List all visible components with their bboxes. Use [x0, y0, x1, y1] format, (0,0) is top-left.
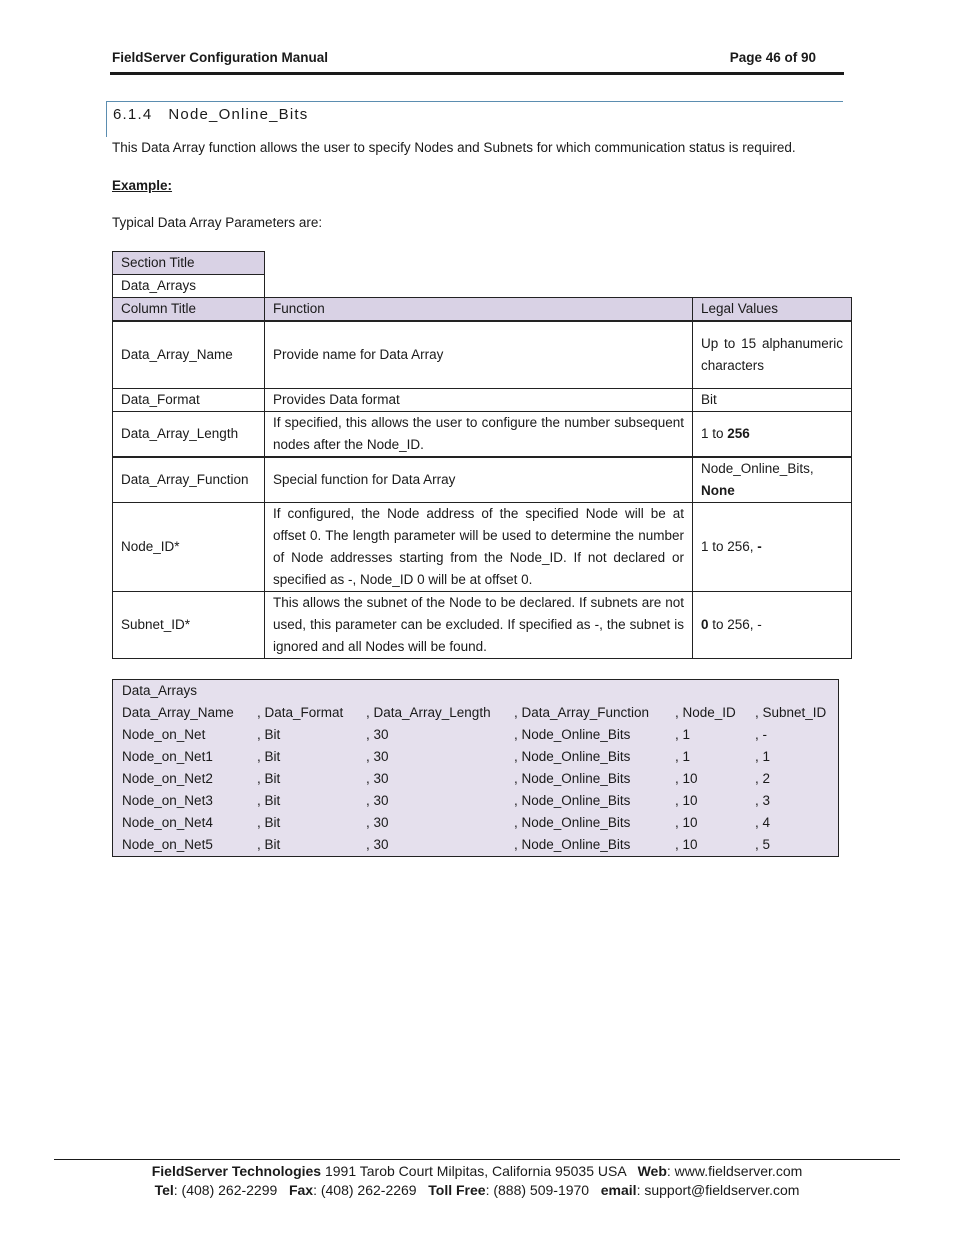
- footer-email: : support@fieldserver.com: [636, 1182, 800, 1198]
- row-function: This allows the subnet of the Node to be declared. If subnets are not used, this parameter can be excluded. If specified as -, the subnet is ignored and all Nodes will be found.: [265, 591, 693, 658]
- code-cell: Node_on_Net3: [122, 793, 213, 808]
- footer-tel-label: Tel: [154, 1182, 174, 1198]
- typical-parameters-text: Typical Data Array Parameters are:: [112, 215, 323, 230]
- code-cell: , Bit: [257, 771, 281, 786]
- code-cell: , Node_Online_Bits: [514, 749, 631, 764]
- code-cell: , 30: [366, 749, 389, 764]
- section-heading: [113, 106, 308, 123]
- code-cell: , 10: [675, 837, 698, 852]
- code-cell: , Node_Online_Bits: [514, 727, 631, 742]
- section-title-header-row: [113, 252, 852, 275]
- config-example-box: [112, 679, 839, 857]
- row-title: Data_Array_Name: [113, 321, 265, 388]
- code-cell: , Node_Online_Bits: [514, 771, 631, 786]
- row-title: Subnet_ID*: [113, 591, 265, 658]
- code-cell: , Bit: [257, 837, 281, 852]
- table-row: [113, 502, 852, 591]
- row-function: Special function for Data Array: [265, 457, 693, 503]
- footer-company: FieldServer Technologies: [151, 1163, 322, 1179]
- footer-tollfree: : (888) 509-1970: [485, 1182, 601, 1198]
- section-title: Node_Online_Bits: [168, 106, 309, 123]
- footer-contact-line: [0, 1182, 954, 1198]
- code-cell: Node_on_Net1: [122, 749, 213, 764]
- row-legal-values: Bit: [693, 388, 852, 411]
- footer-fax: : (408) 262-2269: [313, 1182, 429, 1198]
- row-title: Data_Format: [113, 388, 265, 411]
- footer-web: : www.fieldserver.com: [666, 1163, 803, 1179]
- document-title: FieldServer Configuration Manual: [112, 50, 329, 65]
- section-title-value-row: [113, 275, 852, 298]
- table-row: [113, 388, 852, 411]
- footer-rule: [54, 1159, 900, 1160]
- code-cell: , Node_Online_Bits: [514, 793, 631, 808]
- row-function: Provides Data format: [265, 388, 693, 411]
- code-cell: , 1: [675, 749, 691, 764]
- table-row: [113, 411, 852, 457]
- code-cell: , 30: [366, 727, 389, 742]
- code-cell: Node_on_Net: [122, 727, 206, 742]
- row-title: Data_Array_Length: [113, 411, 265, 457]
- footer-tollfree-label: Toll Free: [428, 1182, 486, 1198]
- section-number: 6.1.4: [113, 106, 153, 123]
- row-legal-values: Up to 15 alphanumeric characters: [693, 321, 852, 388]
- row-legal-values: 0 to 256, -: [693, 591, 852, 658]
- code-cell: , Bit: [257, 727, 281, 742]
- code-cell: , -: [755, 727, 767, 742]
- row-function: If specified, this allows the user to configure the number subsequent nodes after the Node_ID.: [265, 411, 693, 457]
- code-cell: , 3: [755, 793, 771, 808]
- code-cell: , Subnet_ID: [755, 705, 827, 720]
- code-cell: , Node_Online_Bits: [514, 837, 631, 852]
- column-header-function: Function: [265, 298, 693, 322]
- code-cell: , Data_Format: [257, 705, 344, 720]
- intro-paragraph: This Data Array function allows the user to specify Nodes and Subnets for which communication status is required.: [112, 140, 796, 155]
- code-cell: Node_on_Net2: [122, 771, 213, 786]
- example-label: Example:: [112, 178, 173, 193]
- code-cell: , 30: [366, 793, 389, 808]
- code-cell: , 30: [366, 815, 389, 830]
- code-cell: , 1: [675, 727, 691, 742]
- parameter-table: [112, 251, 852, 659]
- code-cell: , Bit: [257, 815, 281, 830]
- section-title-value: Data_Arrays: [113, 275, 265, 298]
- table-row: [113, 591, 852, 658]
- code-cell: , Data_Array_Function: [514, 705, 650, 720]
- footer-fax-label: Fax: [288, 1182, 314, 1198]
- code-cell: , 30: [366, 771, 389, 786]
- section-title-header: Section Title: [113, 252, 265, 275]
- code-cell: , 4: [755, 815, 771, 830]
- footer-address-line: [0, 1163, 954, 1179]
- code-cell: , 10: [675, 793, 698, 808]
- table-row: [113, 457, 852, 503]
- code-cell: , 10: [675, 815, 698, 830]
- code-cell: Node_on_Net4: [122, 815, 213, 830]
- row-legal-values: 1 to 256: [693, 411, 852, 457]
- code-cell: , Data_Array_Length: [366, 705, 491, 720]
- code-cell: , 2: [755, 771, 771, 786]
- footer-email-label: email: [600, 1182, 637, 1198]
- row-function: If configured, the Node address of the specified Node will be at offset 0. The length parameter will be used to determine the number of Node addresses starting from the Node_ID. If not declared or specified as -, Node_ID 0 will be at offset 0.: [265, 502, 693, 591]
- code-cell: , 5: [755, 837, 771, 852]
- code-section-line: Data_Arrays: [122, 683, 198, 698]
- column-header-title: Column Title: [113, 298, 265, 322]
- code-cell: , 30: [366, 837, 389, 852]
- code-cell: , Node_Online_Bits: [514, 815, 631, 830]
- row-function: Provide name for Data Array: [265, 321, 693, 388]
- column-header-row: [113, 298, 852, 322]
- row-legal-values: Node_Online_Bits, None: [693, 457, 852, 503]
- footer-address: 1991 Tarob Court Milpitas, California 95035 USA: [321, 1163, 638, 1179]
- row-legal-values: 1 to 256, -: [693, 502, 852, 591]
- code-cell: , 10: [675, 771, 698, 786]
- header-rule: [110, 72, 844, 75]
- code-cell: , 1: [755, 749, 771, 764]
- row-title: Data_Array_Function: [113, 457, 265, 503]
- code-cell: , Node_ID: [675, 705, 736, 720]
- table-row: [113, 321, 852, 388]
- code-cell: Data_Array_Name: [122, 705, 234, 720]
- column-header-legal: Legal Values: [693, 298, 852, 322]
- code-cell: , Bit: [257, 793, 281, 808]
- footer-web-label: Web: [637, 1163, 667, 1179]
- code-cell: Node_on_Net5: [122, 837, 213, 852]
- page-number: Page 46 of 90: [729, 50, 816, 65]
- code-cell: , Bit: [257, 749, 281, 764]
- row-title: Node_ID*: [113, 502, 265, 591]
- footer-tel: : (408) 262-2299: [173, 1182, 289, 1198]
